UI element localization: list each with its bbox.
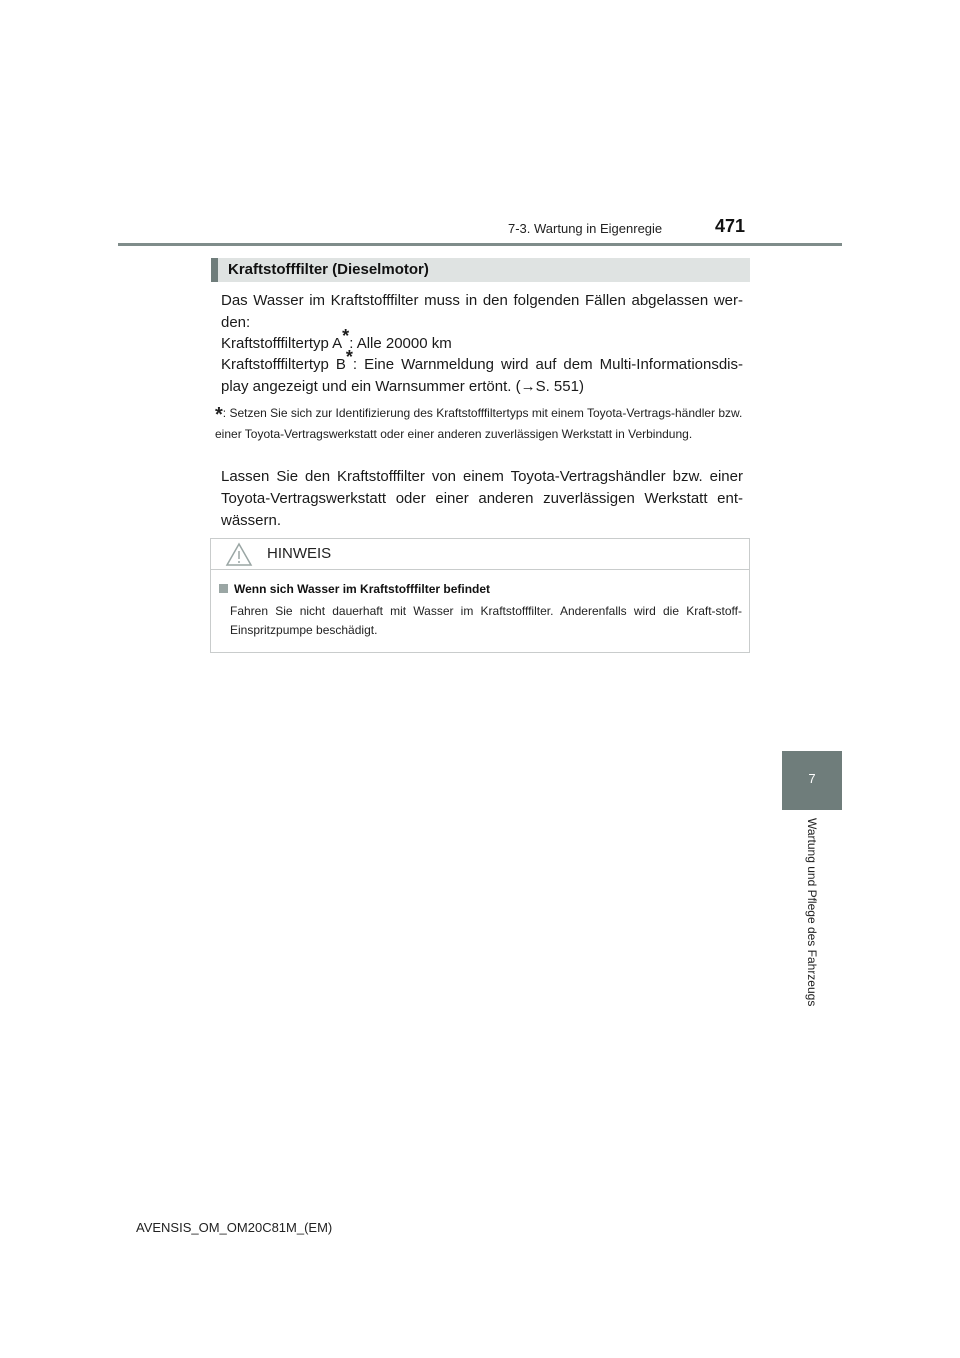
notice-header xyxy=(211,539,749,570)
section-title: Kraftstofffilter (Dieselmotor) xyxy=(228,261,429,278)
chapter-title-text: Wartung und Pflege des Fahrzeugs xyxy=(805,818,819,1007)
page-number: 471 xyxy=(715,216,746,236)
notice-item-title xyxy=(219,582,490,596)
notice-title: HINWEIS xyxy=(267,545,332,562)
chapter-title-vertical xyxy=(802,818,822,1028)
warning-triangle-icon xyxy=(225,542,253,567)
filter-type-a xyxy=(221,326,743,355)
asterisk-mark: * xyxy=(345,347,353,367)
type-a-text: : Alle 20000 km xyxy=(349,335,452,352)
notice-box xyxy=(210,538,750,653)
filter-type-b xyxy=(221,347,744,398)
paragraph-instruction: Lassen Sie den Kraftstofffilter von einem Toyota-Vertragshändler bzw. einer Toyota-Vertragswerkstatt oder einer anderen zuverlässigen Werkstatt ent-wässern. xyxy=(221,468,743,529)
document-code: AVENSIS_OM_OM20C81M_(EM) xyxy=(136,1220,333,1235)
footnote-text: : Setzen Sie sich zur Identifizierung des Kraftstofffiltertyps mit einem Toyota-Vertrags-händler bzw. einer Toyota-Vertragswerkstatt oder einer anderen zuverlässigen Werkstatt in Verbindung. xyxy=(215,406,743,441)
type-a-label: Kraftstofffiltertyp A xyxy=(221,335,343,352)
notice-item-title-text: Wenn sich Wasser im Kraftstofffilter befindet xyxy=(234,582,491,596)
chapter-number: 7 xyxy=(808,771,816,786)
type-b-text: : Eine Warnmeldung wird auf dem Multi-Informationsdis-play angezeigt und ein Warnsummer ertönt. ( xyxy=(221,356,744,395)
square-bullet-icon xyxy=(219,584,228,593)
arrow-icon: → xyxy=(520,378,536,395)
chapter-tab[interactable] xyxy=(782,751,842,810)
header-divider xyxy=(118,243,842,246)
page-reference-link[interactable]: S. 551) xyxy=(535,378,584,395)
section-heading xyxy=(211,258,750,282)
asterisk-mark: * xyxy=(342,326,350,346)
type-b-label: Kraftstofffiltertyp B xyxy=(221,356,346,373)
asterisk-mark: * xyxy=(215,404,223,426)
header-section-title: 7-3. Wartung in Eigenregie xyxy=(508,221,663,236)
paragraph-intro: Das Wasser im Kraftstofffilter muss in den folgenden Fällen abgelassen wer-den: xyxy=(221,292,743,331)
footnote xyxy=(215,404,743,444)
notice-item-text: Fahren Sie nicht dauerhaft mit Wasser im Kraftstofffilter. Anderenfalls wird die Kraft-stoff-Einspritzpumpe beschädigt. xyxy=(230,604,742,637)
